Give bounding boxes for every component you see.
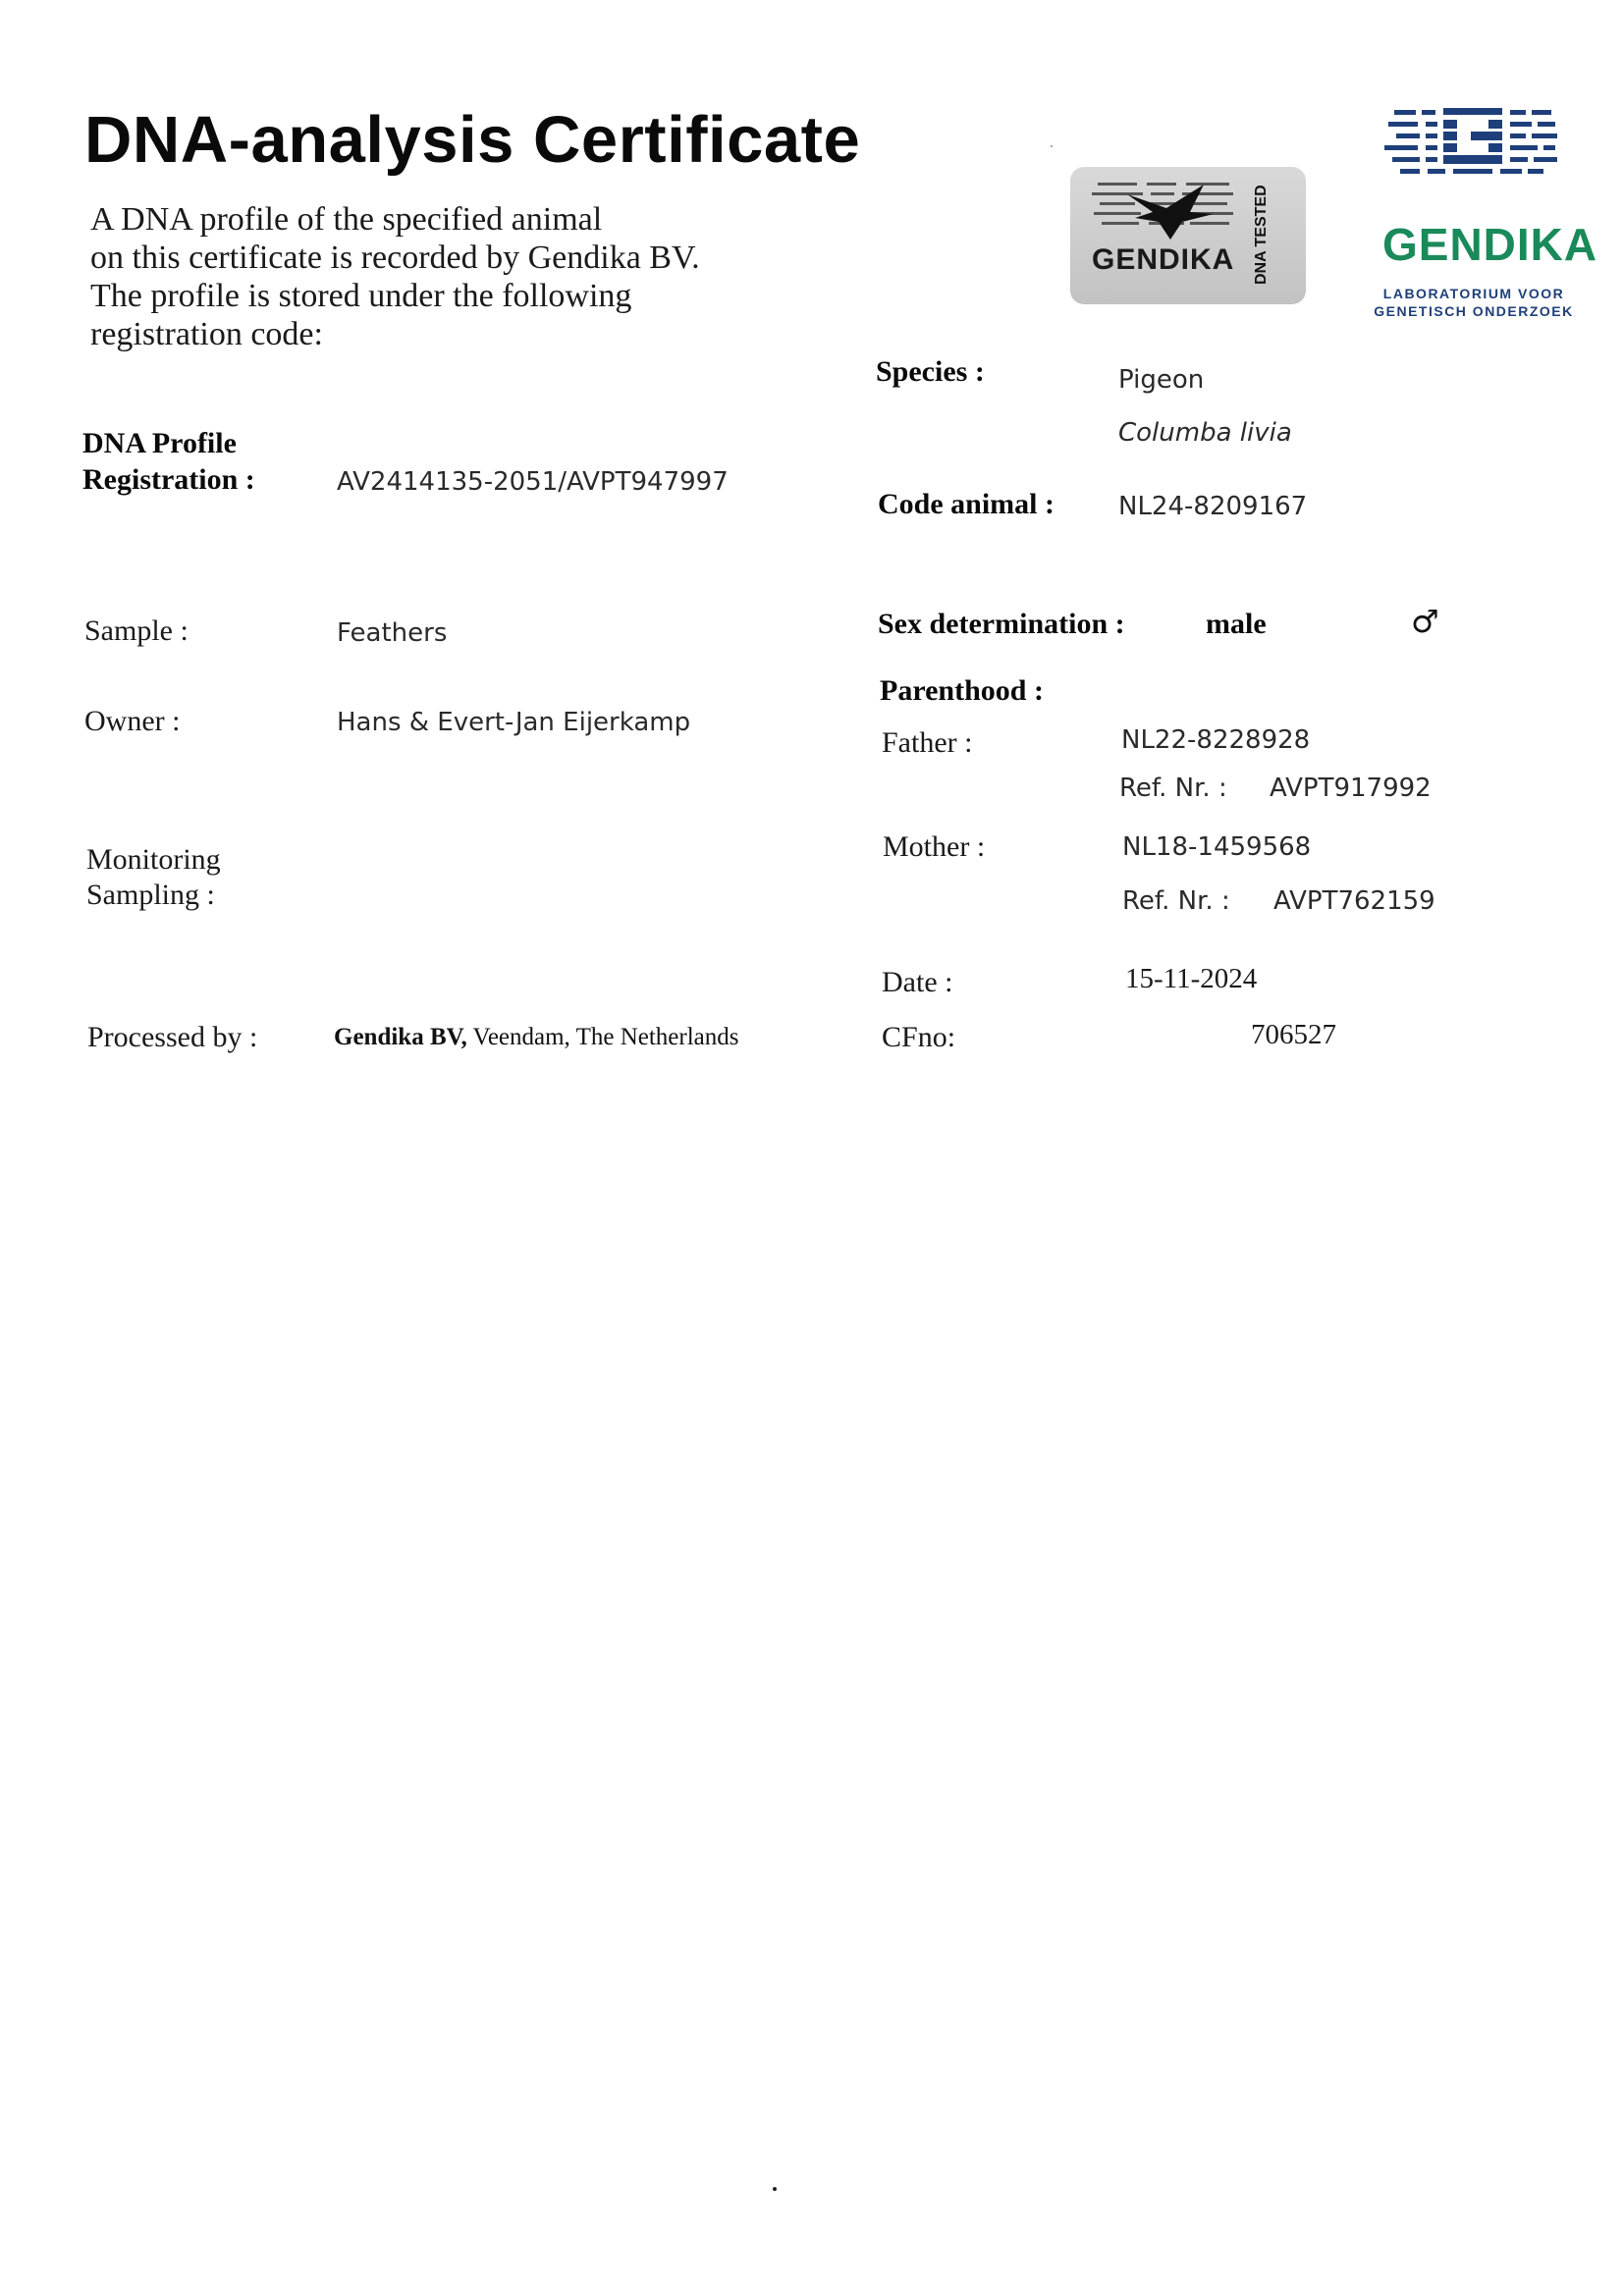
sample-value: Feathers (337, 618, 448, 648)
code-animal-label: Code animal : (878, 488, 1055, 520)
processed-label: Processed by : (87, 1021, 258, 1053)
tagline-line: LABORATORIUM VOOR (1382, 286, 1565, 301)
mother-ref-value: AVPT762159 (1273, 886, 1435, 916)
male-symbol-icon: ♂ (1411, 603, 1439, 640)
father-label: Father : (882, 726, 973, 759)
paper-speck (773, 2187, 777, 2191)
father-ref-label: Ref. Nr. : (1119, 774, 1227, 803)
cfno-value: 706527 (1251, 1019, 1336, 1050)
intro-line: The profile is stored under the following (90, 278, 632, 314)
tagline-line: GENETISCH ONDERZOEK (1374, 303, 1574, 319)
cfno-label: CFno: (882, 1021, 956, 1053)
stamp-pattern-icon (1088, 175, 1253, 243)
gendika-logo-icon (1382, 106, 1564, 209)
intro-line: registration code: (90, 316, 323, 352)
parenthood-label: Parenthood : (880, 674, 1044, 707)
processed-place: Veendam, The Netherlands (472, 1024, 739, 1050)
mother-label: Mother : (883, 830, 986, 863)
dna-tested-stamp (1070, 167, 1306, 304)
mother-value: NL18-1459568 (1122, 832, 1312, 862)
stamp-brand: GENDIKA (1092, 243, 1235, 276)
species-label: Species : (876, 355, 985, 388)
date-label: Date : (882, 966, 953, 998)
owner-label: Owner : (84, 705, 181, 737)
sex-value: male (1206, 608, 1267, 640)
date-value: 15-11-2024 (1125, 963, 1258, 994)
intro-text (90, 200, 700, 353)
registration-value: AV2414135-2051/AVPT947997 (337, 467, 729, 497)
processed-company: Gendika BV, (334, 1024, 467, 1050)
owner-value: Hans & Evert-Jan Eijerkamp (337, 708, 691, 737)
monitoring-label-1: Monitoring (86, 843, 221, 876)
sex-label: Sex determination : (878, 608, 1125, 640)
species-latin: Columba livia (1118, 418, 1292, 448)
sample-label: Sample : (84, 614, 189, 647)
certificate-title: DNA-analysis Certificate (84, 103, 861, 177)
gendika-brand: GENDIKA (1382, 219, 1598, 270)
species-common: Pigeon (1118, 365, 1205, 395)
intro-line: A DNA profile of the specified animal (90, 201, 603, 238)
intro-line: on this certificate is recorded by Gendika BV. (90, 240, 700, 276)
processed-value (334, 1024, 739, 1051)
gendika-tagline (1371, 285, 1577, 320)
father-value: NL22-8228928 (1121, 725, 1311, 755)
father-ref-value: AVPT917992 (1270, 774, 1432, 803)
code-animal-value: NL24-8209167 (1118, 492, 1308, 521)
registration-label-2: Registration : (82, 463, 255, 496)
paper-speck (1051, 145, 1053, 147)
stamp-side-text: DNA TESTED (1253, 185, 1270, 285)
monitoring-label-2: Sampling : (86, 879, 215, 911)
mother-ref-label: Ref. Nr. : (1122, 886, 1230, 916)
registration-label-1: DNA Profile (82, 427, 237, 459)
